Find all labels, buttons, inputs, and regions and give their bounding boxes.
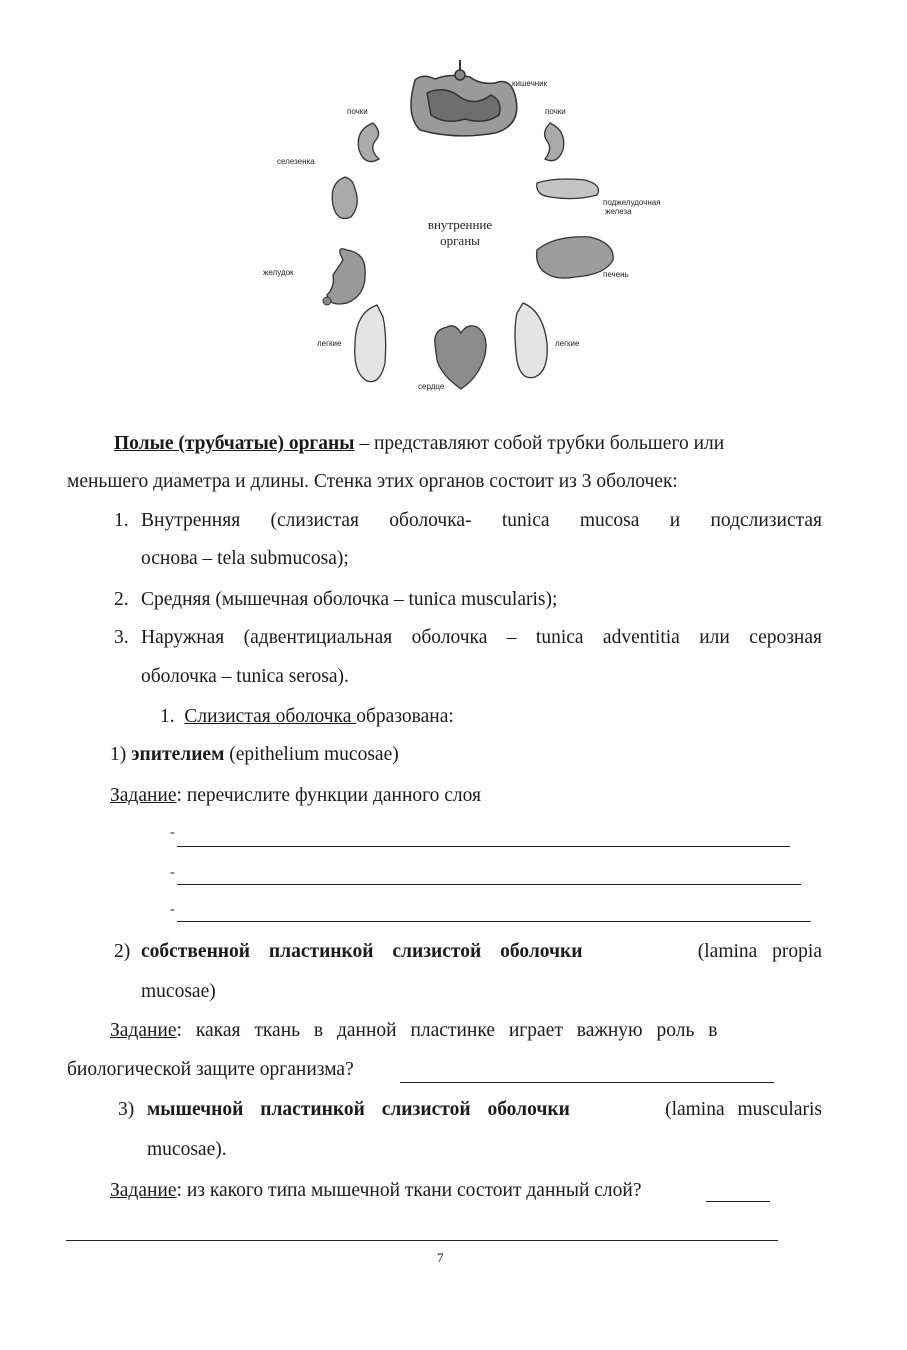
- task-1-dash-3: -: [170, 902, 175, 917]
- mucosa-number: 1.: [160, 706, 175, 727]
- liver-drawing: [537, 237, 614, 278]
- point-3-bold: мышечной пластинкой слизистой оболочки: [147, 1099, 570, 1120]
- task-1-label: Задание: [110, 785, 177, 806]
- footer-divider: [66, 1240, 778, 1241]
- answer-line-1[interactable]: [177, 846, 790, 847]
- figure-center-caption: [410, 217, 510, 249]
- task-3-text: : из какого типа мышечной ткани состоит данный слой?: [176, 1180, 642, 1201]
- label-lung-left: легкие: [317, 339, 342, 348]
- kidney-left-drawing: [358, 123, 379, 162]
- intro-line-1: [114, 433, 822, 455]
- answer-line-3[interactable]: [177, 921, 811, 922]
- mucosa-title: Слизистая оболочка: [184, 706, 357, 727]
- label-kidney-left: почки: [347, 107, 368, 116]
- spleen-drawing: [332, 177, 357, 219]
- task-2-answer-line[interactable]: [400, 1082, 774, 1083]
- label-liver: печень: [603, 270, 629, 279]
- layer-2-line-1: Средняя (мышечная оболочка – tunica muscularis);: [141, 589, 558, 610]
- point-3-rest: (lamina muscularis: [665, 1099, 822, 1120]
- label-spleen: селезенка: [277, 157, 315, 166]
- point-2-rest: (lamina propia: [697, 941, 822, 962]
- label-heart: сердце: [418, 382, 445, 391]
- lung-right-drawing: [515, 303, 547, 378]
- task-2-line-2: биологической защите организма?: [67, 1059, 354, 1080]
- layer-1-line-2: основа – tela submucosa);: [141, 548, 349, 569]
- task-1-dash-1: -: [170, 825, 175, 840]
- kidney-right-drawing: [545, 123, 564, 161]
- task-2-line-1: [110, 1020, 822, 1042]
- label-pancreas-2: железа: [605, 207, 632, 216]
- center-label-line1: внутренние: [427, 217, 493, 232]
- layer-1-line-1: Внутренняя (слизистая оболочка- tunica mucosa и подслизистая: [141, 510, 822, 531]
- layer-3-line-2: оболочка – tunica serosa).: [141, 666, 349, 687]
- layer-1-number: 1.: [114, 510, 129, 531]
- intestine-drawing: [411, 60, 517, 136]
- point-1: [110, 744, 399, 766]
- label-intestine: кишечник: [512, 79, 548, 88]
- task-3: [110, 1180, 641, 1202]
- pancreas-drawing: [537, 179, 599, 199]
- point-3-number: 3): [118, 1099, 135, 1120]
- intro-heading: Полые (трубчатые) органы: [114, 433, 355, 454]
- point-1-number: 1): [110, 744, 127, 765]
- point-2-line-2: mucosae): [141, 981, 216, 1002]
- stomach-drawing: [327, 249, 365, 304]
- answer-line-2[interactable]: [177, 884, 801, 885]
- layer-3-line-1: Наружная (адвентициальная оболочка – tunica adventitia или серозная: [141, 627, 822, 648]
- point-2-line-1: [141, 941, 822, 963]
- label-stomach: желудок: [263, 268, 294, 277]
- intro-line-2: меньшего диаметра и длины. Стенка этих органов состоит из 3 оболочек:: [67, 471, 678, 492]
- label-pancreas-1: поджелудочная: [603, 198, 661, 207]
- organs-figure: [255, 55, 685, 410]
- task-1: [110, 785, 481, 807]
- label-kidney-right: почки: [545, 107, 566, 116]
- heart-drawing: [435, 326, 486, 389]
- task-1-text: : перечислите функции данного слоя: [176, 785, 482, 806]
- point-2-bold: собственной пластинкой слизистой оболочки: [141, 941, 583, 962]
- point-3-line-2: mucosae).: [147, 1139, 227, 1160]
- mucosa-heading: [160, 706, 454, 728]
- page-number: 7: [437, 1250, 444, 1265]
- point-1-rest: (epithelium mucosae): [224, 744, 399, 765]
- point-2-number: 2): [114, 941, 131, 962]
- task-1-dash-2: -: [170, 865, 175, 880]
- point-3-line-1: [147, 1099, 822, 1121]
- point-1-bold: эпителием: [131, 744, 225, 765]
- task-2-label: Задание: [110, 1020, 177, 1041]
- lung-left-drawing: [355, 305, 386, 382]
- mucosa-rest: образована:: [356, 706, 454, 727]
- layer-2-number: 2.: [114, 589, 129, 610]
- task-3-answer-line[interactable]: [706, 1201, 770, 1202]
- intro-line1-rest: – представляют собой трубки большего или: [354, 433, 725, 454]
- task-2-line1-rest: : какая ткань в данной пластинке играет важную роль в: [176, 1020, 718, 1041]
- label-lung-right: легкие: [555, 339, 580, 348]
- layer-3-number: 3.: [114, 627, 129, 648]
- task-3-label: Задание: [110, 1180, 177, 1201]
- center-label-line2: органы: [440, 233, 480, 248]
